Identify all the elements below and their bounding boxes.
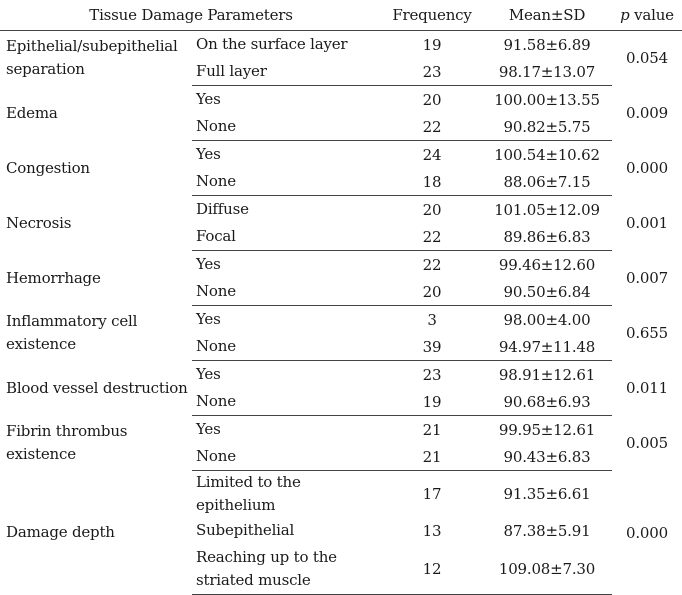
mean-sd-cell: 90.50±6.84 xyxy=(482,278,612,306)
frequency-cell: 22 xyxy=(382,223,482,251)
parameter-level: Yes xyxy=(196,365,221,383)
p-value-cell: 0.009 xyxy=(626,104,668,122)
parameter-name: Fibrin thrombus existence xyxy=(6,422,128,463)
p-value-cell: 0.007 xyxy=(626,269,668,287)
parameter-level: None xyxy=(192,443,382,471)
parameter-level: Yes xyxy=(196,90,221,108)
parameter-level: None xyxy=(192,113,382,141)
frequency-cell: 24 xyxy=(422,145,442,164)
parameter-level: Yes xyxy=(196,145,221,163)
parameter-level: Yes xyxy=(196,255,221,273)
parameter-level: None xyxy=(192,388,382,416)
p-value-cell: 0.005 xyxy=(626,434,668,452)
mean-sd-cell: 90.43±6.83 xyxy=(482,443,612,471)
parameter-level: Full layer xyxy=(192,58,382,86)
frequency-cell: 22 xyxy=(382,113,482,141)
parameter-level: None xyxy=(192,333,382,361)
frequency-cell: 21 xyxy=(422,420,442,439)
frequency-cell: 3 xyxy=(427,310,437,329)
mean-sd-cell: 109.08±7.30 xyxy=(482,544,612,595)
parameter-level: Focal xyxy=(192,223,382,251)
table-row xyxy=(0,361,682,389)
frequency-cell: 21 xyxy=(382,443,482,471)
mean-sd-cell: 99.95±12.61 xyxy=(498,420,596,439)
table-row xyxy=(0,141,682,169)
header-tissue-damage-parameters: Tissue Damage Parameters xyxy=(0,0,382,31)
table-body xyxy=(0,31,682,595)
parameter-level: Yes xyxy=(196,310,221,328)
mean-sd-cell: 88.06±7.15 xyxy=(482,168,612,196)
frequency-cell: 13 xyxy=(422,521,442,540)
frequency-cell: 12 xyxy=(382,544,482,595)
frequency-cell: 39 xyxy=(382,333,482,361)
header-mean-sd: Mean±SD xyxy=(482,0,612,31)
mean-sd-cell: 98.00±4.00 xyxy=(503,310,591,329)
mean-sd-cell: 90.68±6.93 xyxy=(482,388,612,416)
frequency-cell: 20 xyxy=(422,90,442,109)
parameter-name: Inflammatory cell existence xyxy=(6,312,138,353)
mean-sd-cell: 90.82±5.75 xyxy=(482,113,612,141)
p-value-cell: 0.054 xyxy=(626,49,668,68)
table-row xyxy=(0,471,682,518)
frequency-cell: 20 xyxy=(422,200,442,219)
mean-sd-cell: 98.17±13.07 xyxy=(482,58,612,86)
table-row xyxy=(0,86,682,114)
mean-sd-cell: 87.38±5.91 xyxy=(503,521,591,540)
frequency-cell: 19 xyxy=(422,35,442,54)
mean-sd-cell: 89.86±6.83 xyxy=(482,223,612,251)
mean-sd-cell: 101.05±12.09 xyxy=(494,200,600,219)
parameter-name: Hemorrhage xyxy=(6,268,101,287)
header-p-italic: p xyxy=(620,6,630,24)
parameter-level: Diffuse xyxy=(196,200,249,218)
parameter-level: None xyxy=(192,168,382,196)
header-row xyxy=(0,0,682,31)
parameter-level: None xyxy=(192,278,382,306)
frequency-cell: 20 xyxy=(382,278,482,306)
p-value-cell: 0.655 xyxy=(626,324,668,342)
table-row xyxy=(0,31,682,59)
parameter-level: Reaching up to the striated muscle xyxy=(192,544,382,595)
parameter-name: Blood vessel destruction xyxy=(6,378,188,397)
frequency-cell: 22 xyxy=(422,255,442,274)
parameter-name: Congestion xyxy=(6,158,90,177)
mean-sd-cell: 91.58±6.89 xyxy=(503,35,591,54)
mean-sd-cell: 100.00±13.55 xyxy=(494,90,600,109)
table-row xyxy=(0,251,682,279)
mean-sd-cell: 99.46±12.60 xyxy=(498,255,596,274)
mean-sd-cell: 100.54±10.62 xyxy=(494,145,600,164)
table-row xyxy=(0,306,682,334)
parameter-name: Damage depth xyxy=(6,523,115,541)
parameter-level: On the surface layer xyxy=(196,35,348,53)
parameter-name: Epithelial/subepithelial separation xyxy=(6,37,178,79)
parameter-name: Necrosis xyxy=(6,213,72,232)
header-p-rest: value xyxy=(629,6,674,24)
frequency-cell: 17 xyxy=(422,485,442,503)
table-row xyxy=(0,416,682,444)
parameter-level: Yes xyxy=(196,420,221,438)
parameter-name: Edema xyxy=(6,103,58,122)
p-value-cell: 0.000 xyxy=(626,523,668,542)
p-value-cell: 0.011 xyxy=(626,379,668,397)
mean-sd-cell: 94.97±11.48 xyxy=(482,333,612,361)
header-frequency: Frequency xyxy=(382,0,482,31)
parameter-level: Subepithelial xyxy=(196,521,295,539)
p-value-cell: 0.001 xyxy=(626,214,668,232)
parameter-level: Limited to the epithelium xyxy=(196,473,301,514)
frequency-cell: 18 xyxy=(382,168,482,196)
frequency-cell: 23 xyxy=(382,58,482,86)
header-p-value xyxy=(612,0,682,31)
mean-sd-cell: 91.35±6.61 xyxy=(503,485,591,503)
table-row xyxy=(0,196,682,224)
mean-sd-cell: 98.91±12.61 xyxy=(498,365,596,384)
p-value-cell: 0.000 xyxy=(626,159,668,177)
frequency-cell: 19 xyxy=(382,388,482,416)
frequency-cell: 23 xyxy=(422,365,442,384)
